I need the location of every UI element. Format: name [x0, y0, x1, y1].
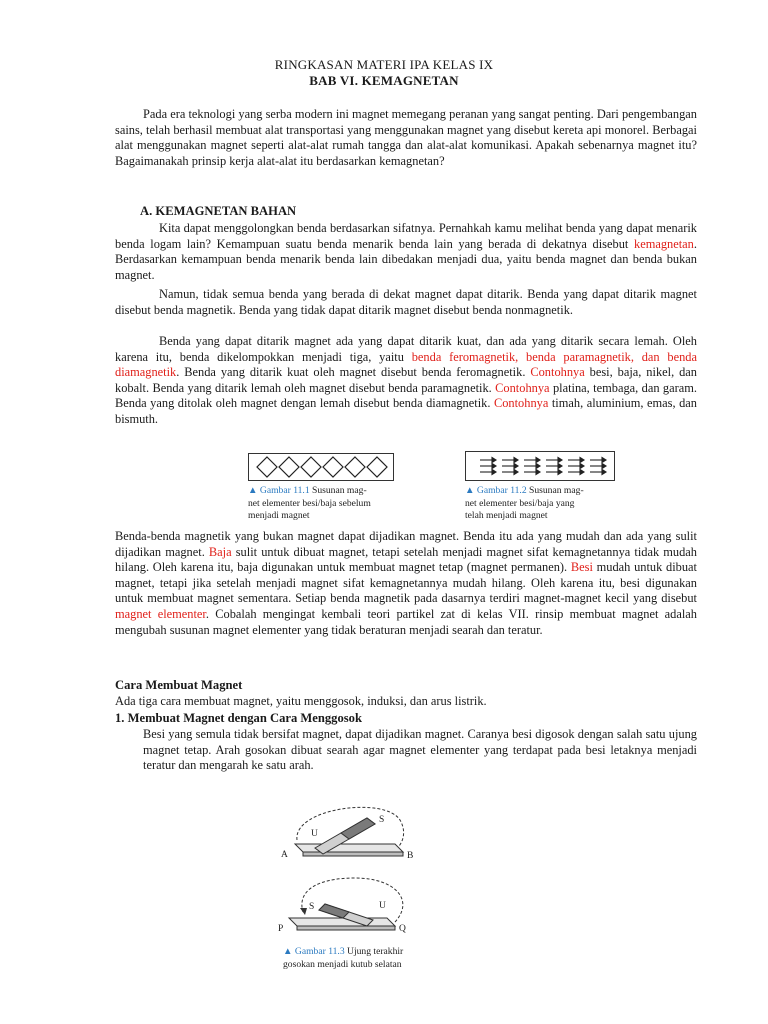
cara-intro: Ada tiga cara membuat magnet, yaitu menggosok, induksi, dan arus listrik. [115, 694, 487, 708]
term-baja: Baja [208, 544, 232, 559]
section-a-paragraph-1: Kita dapat menggolongkan benda berdasarkan sifatnya. Pernahkah kamu melihat benda yang dapat menarik benda logam lain? Kemampuan suatu benda menarik benda lain yang berada di dekatnya disebut kemagnetan. Berdasarkan kemampuan benda menarik benda lain dibedakan menjadi dua, yaitu benda magnet dan benda bukan magnet. [115, 221, 697, 282]
figure-11-1-diagram [248, 453, 394, 481]
cara-item-1-heading: 1. Membuat Magnet dengan Cara Menggosok [115, 711, 362, 725]
label-a: A [281, 850, 288, 860]
term-three-groups: benda feromagnetik, benda paramagnetik, dan benda diamagnetik [115, 349, 697, 380]
figure-11-2-diagram [465, 451, 615, 481]
figure-11-1-caption: ▲ Gambar 11.1 Susunan mag- net elementer besi/baja sebelum menjadi magnet [248, 485, 371, 521]
label-s-top: S [379, 815, 385, 825]
term-magnet-elementer: magnet elementer [115, 606, 206, 621]
label-u-bottom: U [379, 901, 386, 911]
cara-item-1-text: Besi yang semula tidak bersifat magnet, dapat dijadikan magnet. Caranya besi digosok dengan salah satu ujung magnet tetap. Arah gosokan dibuat searah agar magnet elementer yang terdapat pada besi letaknya menjadi teratur dan mengarah ke satu arah. [143, 727, 697, 773]
term-contohnya-3: Contohnya [493, 396, 549, 411]
intro-paragraph: Pada era teknologi yang serba modern ini magnet memegang peranan yang sangat penting. Dari pengembangan sains, telah berhasil membuat alat transportasi yang menggunakan magnet yang disebut kereta api monorel. Berbagai alat menggunakan magnet seperti alat-alat rumah tangga dan alat-alat komunikasi. Apakah sebenarnya magnet itu? Bagaimanakah prinsip kerja alat-alat itu berdasarkan kemagnetan? [115, 107, 697, 168]
aligned-domains-icon [466, 452, 614, 480]
document-title: RINGKASAN MATERI IPA KELAS IX [274, 57, 494, 72]
unordered-domains-icon [249, 454, 393, 480]
term-besi: Besi [570, 560, 593, 575]
term-contohnya-2: Contohnya [495, 380, 550, 395]
chapter-title: BAB VI. KEMAGNETAN [309, 73, 459, 88]
figure-11-3-caption: ▲ Gambar 11.3 Ujung terakhir gosokan menjadi kutub selatan [283, 946, 404, 970]
section-a-paragraph-3: Benda yang dapat ditarik magnet ada yang dapat ditarik kuat, dan ada yang ditarik secara lemah. Oleh karena itu, benda dikelompokkan menjadi tiga, yaitu benda feromagnetik, benda paramagnetik, dan benda diamagnetik. Benda yang ditarik kuat oleh magnet disebut benda feromagnetik. Contohnya besi, baja, nikel, dan kobalt. Benda yang ditarik lemah oleh magnet disebut benda paramagnetik. Contohnya platina, tembaga, dan garam. Benda yang ditolak oleh magnet dengan lemah disebut benda diamagnetik. Contohnya timah, aluminium, emas, dan bismuth. [115, 334, 697, 426]
term-contohnya-1: Contohnya [530, 365, 585, 380]
label-q: Q [399, 924, 406, 934]
label-u-top: U [311, 829, 318, 839]
label-p: P [278, 924, 284, 934]
section-a-heading: A. KEMAGNETAN BAHAN [140, 204, 297, 218]
label-b: B [407, 851, 414, 861]
figure-11-2-caption: ▲ Gambar 11.2 Susunan mag- net elementer besi/baja yang telah menjadi magnet [465, 485, 584, 521]
label-s-bottom: S [309, 902, 315, 912]
section-a-paragraph-2: Namun, tidak semua benda yang berada di dekat magnet dapat ditarik. Benda yang dapat ditarik magnet disebut benda magnetik. Benda yang tidak dapat ditarik magnet disebut benda nonmagnetik. [115, 287, 697, 317]
figure-11-3-rubbing-diagram [275, 800, 435, 940]
magnet-paragraph: Benda-benda magnetik yang bukan magnet dapat dijadikan magnet. Benda itu ada yang mudah dan ada yang sulit dijadikan magnet. Baja sulit untuk dibuat magnet, tetapi setelah menjadi magnet sifat kemagnetannya tidak mudah hilang. Oleh karena itu, baja digunakan untuk membuat magnet tetap (magnet permanen). Besi mudah untuk dibuat magnet, tetapi jika setelah menjadi magnet sifat kemagnetannya mudah hilang. Oleh karena itu, besi digunakan untuk membuat magnet sementara. Setiap benda magnetik pada dasarnya terdiri magnet-magnet kecil yang disebut magnet elementer. Cobalah mengingat kembali teori partikel zat di kelas VII. rinsip membuat magnet adalah mengubah susunan magnet elementer yang tidak beraturan menjadi searah dan teratur. [115, 529, 698, 637]
term-kemagnetan: kemagnetan [634, 236, 694, 251]
cara-heading: Cara Membuat Magnet [115, 678, 243, 692]
